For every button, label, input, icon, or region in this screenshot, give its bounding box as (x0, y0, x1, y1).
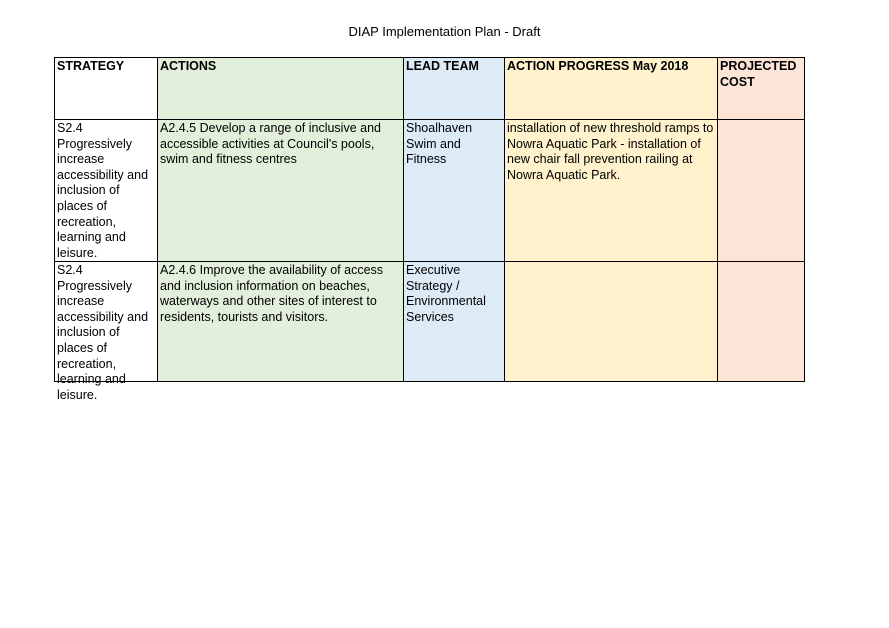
lead-team-text: Executive Strategy / Environmental Services (406, 263, 486, 324)
lead-team-cell (404, 262, 505, 382)
cost-text (720, 121, 802, 260)
action-cell (158, 262, 404, 382)
table-row (55, 262, 805, 382)
progress-text (507, 263, 715, 380)
progress-cell (505, 262, 718, 382)
header-projected-cost: PROJECTED COST (718, 58, 805, 120)
header-strategy: STRATEGY (55, 58, 158, 120)
action-text: A2.4.6 Improve the availability of access and inclusion information on beaches, waterways and other sites of interest to residents, tourists and visitors. (160, 263, 384, 324)
header-actions: ACTIONS (158, 58, 404, 120)
progress-cell (505, 120, 718, 262)
table-row (55, 120, 805, 262)
header-action-progress: ACTION PROGRESS May 2018 (505, 58, 718, 120)
progress-text: installation of new threshold ramps to Nowra Aquatic Park - installation of new chair fall prevention railing at Nowra Aquatic Park. (507, 121, 714, 182)
cost-text (720, 263, 802, 380)
strategy-text: S2.4 Progressively increase accessibility and inclusion of places of recreation, learning and leisure. (57, 121, 149, 260)
document-title: DIAP Implementation Plan - Draft (348, 24, 541, 39)
cost-cell (718, 262, 805, 382)
header-lead-team: LEAD TEAM (404, 58, 505, 120)
implementation-plan-table (54, 57, 805, 402)
cost-cell (718, 120, 805, 262)
lead-team-text: Shoalhaven Swim and Fitness (406, 121, 473, 167)
strategy-cell (55, 262, 158, 402)
table-header-row (55, 58, 805, 120)
action-cell (158, 120, 404, 262)
lead-team-cell (404, 120, 505, 262)
action-text: A2.4.5 Develop a range of inclusive and accessible activities at Council's pools, swim and fitness centres (160, 121, 381, 167)
strategy-cell (55, 120, 158, 262)
strategy-text: S2.4 Progressively increase accessibility and inclusion of places of recreation, learning and leisure. (57, 263, 149, 402)
